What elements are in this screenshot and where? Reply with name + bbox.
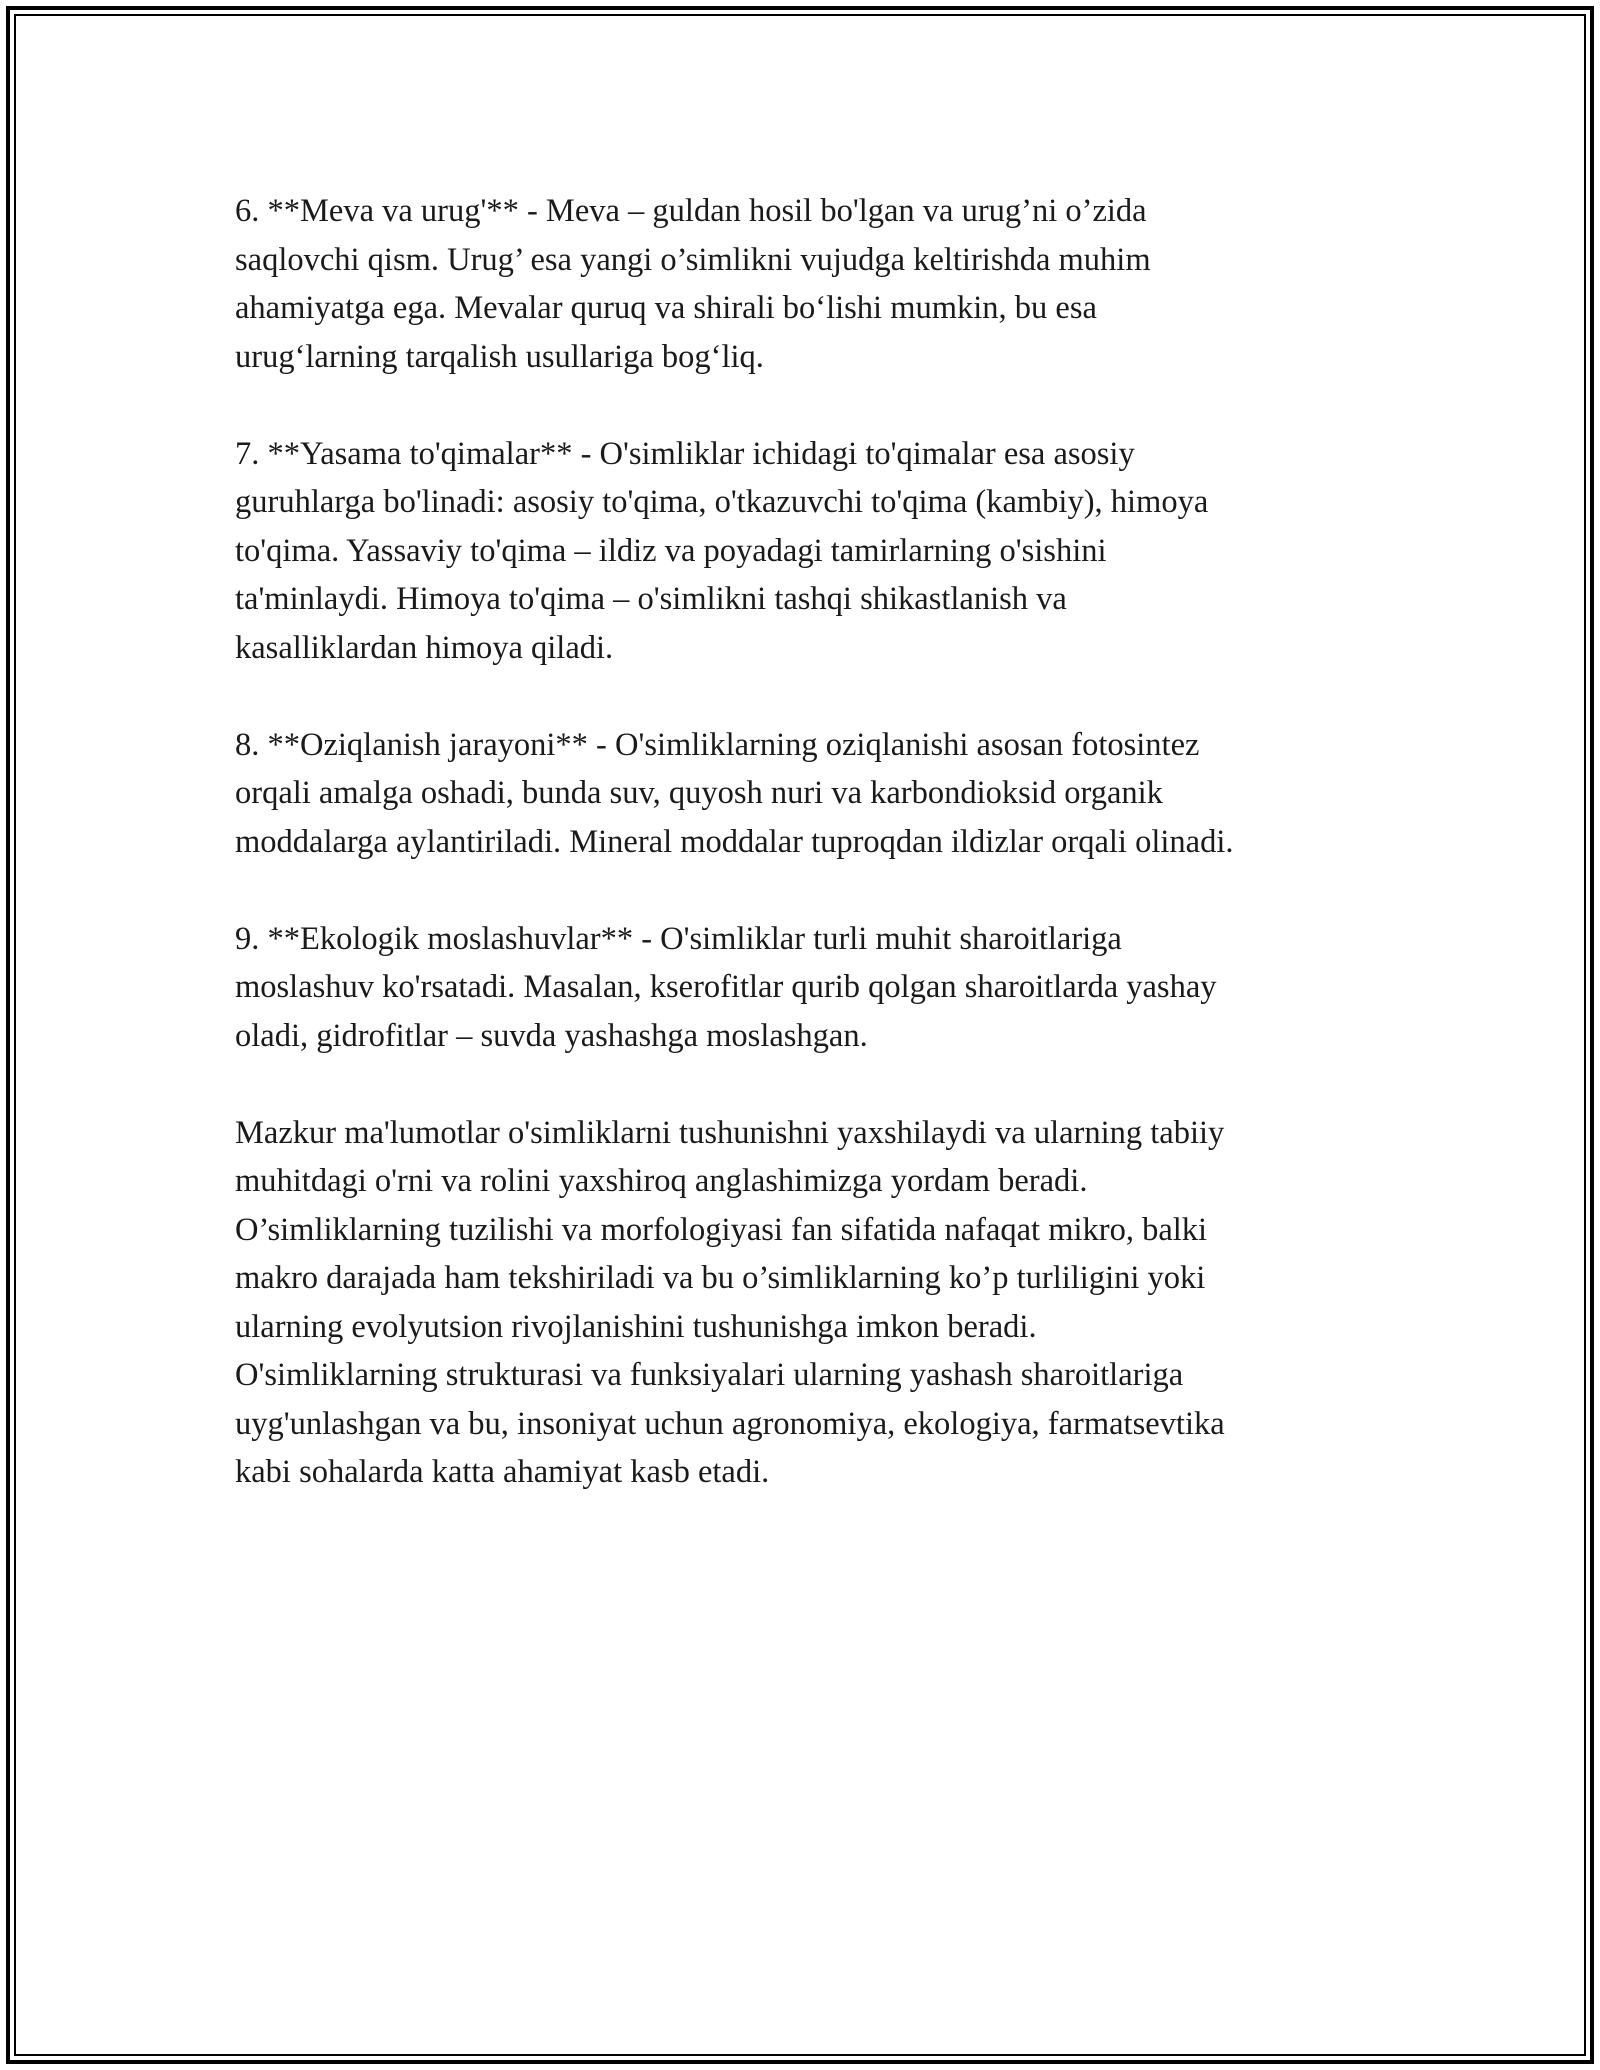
text-line: moslashuv ko'rsatadi. Masalan, kserofitlar qurib qolgan sharoitlarda yashay	[235, 969, 1217, 1005]
text-line: guruhlarga bo'linadi: asosiy to'qima, o'tkazuvchi to'qima (kambiy), himoya	[235, 484, 1209, 520]
text-line: saqlovchi qism. Urug’ esa yangi o’simlikni vujudga keltirishda muhim	[235, 241, 1151, 278]
text-line: ularning evolyutsion rivojlanishini tushunishga imkon beradi.	[235, 1308, 1037, 1345]
text-line: 9. **Ekologik moslashuvlar** - O'simliklar turli muhit sharoitlariga	[235, 920, 1122, 957]
text-line: uyg'unlashgan va bu, insoniyat uchun agronomiya, ekologiya, farmatsevtika	[235, 1405, 1225, 1442]
text-line: urug‘larning tarqalish usullariga bog‘liq.	[235, 338, 764, 375]
paragraph-oziqlanish-jarayoni	[235, 721, 1375, 867]
text-line: O'simliklarning strukturasi va funksiyalari ularning yashash sharoitlariga	[235, 1357, 1184, 1393]
document-body	[235, 187, 1375, 1545]
text-line: 7. **Yasama to'qimalar** - O'simliklar ichidagi to'qimalar esa asosiy	[235, 435, 1135, 472]
text-line: kasalliklardan himoya qiladi.	[235, 629, 614, 666]
text-line: ta'minlaydi. Himoya to'qima – o'simlikni tashqi shikastlanish va	[235, 581, 1067, 617]
text-line: kabi sohalarda katta ahamiyat kasb etadi.	[235, 1454, 770, 1490]
paragraph-meva-va-urug	[235, 187, 1375, 381]
text-line: to'qima. Yassaviy to'qima – ildiz va poyadagi tamirlarning o'sishini	[235, 532, 1107, 569]
text-line: makro darajada ham tekshiriladi va bu o’simliklarning ko’p turliligini yoki	[235, 1260, 1206, 1296]
text-line: ahamiyatga ega. Mevalar quruq va shirali bo‘lishi mumkin, bu esa	[235, 290, 1097, 326]
text-line: moddalarga aylantiriladi. Mineral moddalar tuproqdan ildizlar orqali olinadi.	[235, 823, 1234, 860]
paragraph-conclusion	[235, 1109, 1375, 1497]
text-line: 6. **Meva va urug'** - Meva – guldan hosil bo'lgan va urug’ni o’zida	[235, 193, 1147, 229]
text-line: Mazkur ma'lumotlar o'simliklarni tushunishni yaxshilaydi va ularning tabiiy	[235, 1114, 1225, 1151]
text-line: muhitdagi o'rni va rolini yaxshiroq anglashimizga yordam beradi.	[235, 1163, 1088, 1199]
text-line: oladi, gidrofitlar – suvda yashashga moslashgan.	[235, 1017, 868, 1054]
text-line: O’simliklarning tuzilishi va morfologiyasi fan sifatida nafaqat mikro, balki	[235, 1211, 1208, 1248]
paragraph-yasama-toqimalar	[235, 430, 1375, 673]
text-line: orqali amalga oshadi, bunda suv, quyosh nuri va karbondioksid organik	[235, 775, 1163, 811]
paragraph-ekologik-moslashuvlar	[235, 915, 1375, 1061]
text-line: 8. **Oziqlanish jarayoni** - O'simliklarning oziqlanishi asosan fotosintez	[235, 726, 1200, 763]
